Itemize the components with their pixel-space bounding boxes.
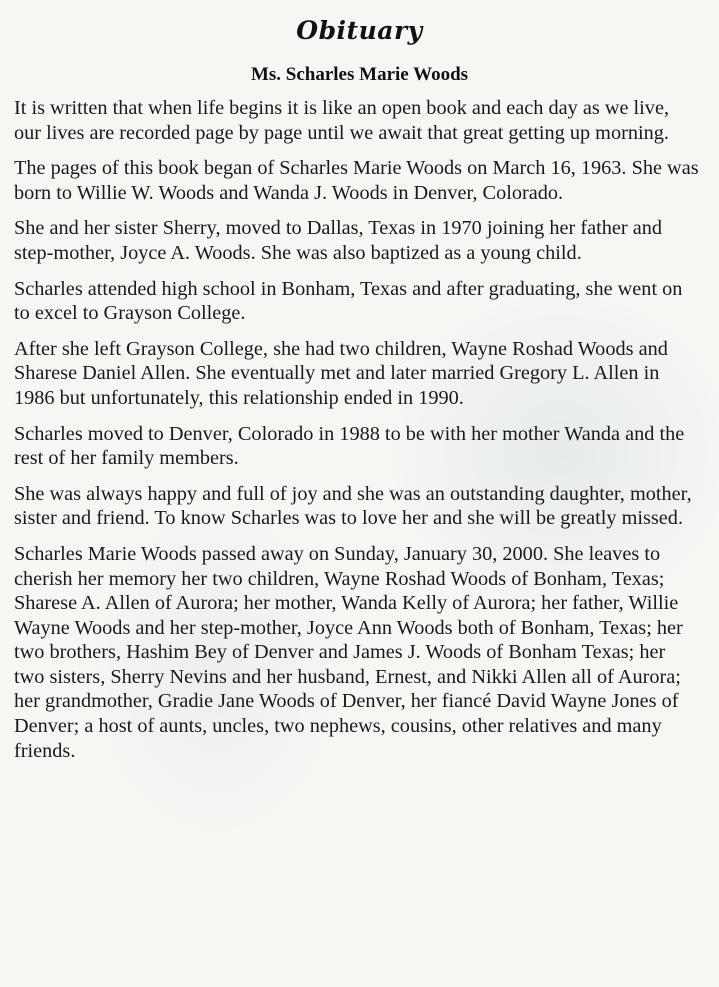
paragraph: Scharles Marie Woods passed away on Sunday, January 30, 2000. She leaves to cherish her memory her two children, Wayne Roshad Woods of Bonham, Texas; Sharese A. Allen of Aurora; her mother, Wanda Kelly of Aurora; her father, Willie Wayne Woods and her step-mother, Joyce Ann Woods both of Bonham, Texas; her two brothers, Hashim Bey of Denver and James J. Woods of Bonham Texas; her two sisters, Sherry Nevins and her husband, Ernest, and Nikki Allen all of Aurora; her grandmother, Gradie Jane Woods of Denver, her fiancé David Wayne Jones of Denver; a host of aunts, uncles, two nephews, cousins, other relatives and many friends. — [14, 542, 683, 762]
document-heading: Obituary — [296, 16, 423, 45]
paragraph: It is written that when life begins it is like an open book and each day as we live, our lives are recorded page by page until we await that great getting up morning. — [14, 97, 670, 144]
obituary-body — [14, 96, 700, 774]
paragraph: Scharles moved to Denver, Colorado in 1988 to be with her mother Wanda and the rest of her family members. — [14, 422, 685, 470]
paragraph: The pages of this book began of Scharles Marie Woods on March 16, 1963. She was born to Willie W. Woods and Wanda J. Woods in Denver, Colorado. — [14, 157, 699, 204]
paragraph: Scharles attended high school in Bonham, Texas and after graduating, she went on to excel to Grayson College. — [14, 277, 683, 325]
paragraph: After she left Grayson College, she had two children, Wayne Roshad Woods and Sharese Daniel Allen. She eventually met and later married Gregory L. Allen in 1986 but unfortunately, this relationship ended in 1990. — [14, 337, 668, 409]
deceased-name: Ms. Scharles Marie Woods — [250, 64, 469, 85]
paragraph: She and her sister Sherry, moved to Dallas, Texas in 1970 joining her father and step-mother, Joyce A. Woods. She was also baptized as a young child. — [14, 217, 662, 264]
paragraph: She was always happy and full of joy and she was an outstanding daughter, mother, sister and friend. To know Scharles was to love her and she will be greatly missed. — [14, 482, 692, 530]
